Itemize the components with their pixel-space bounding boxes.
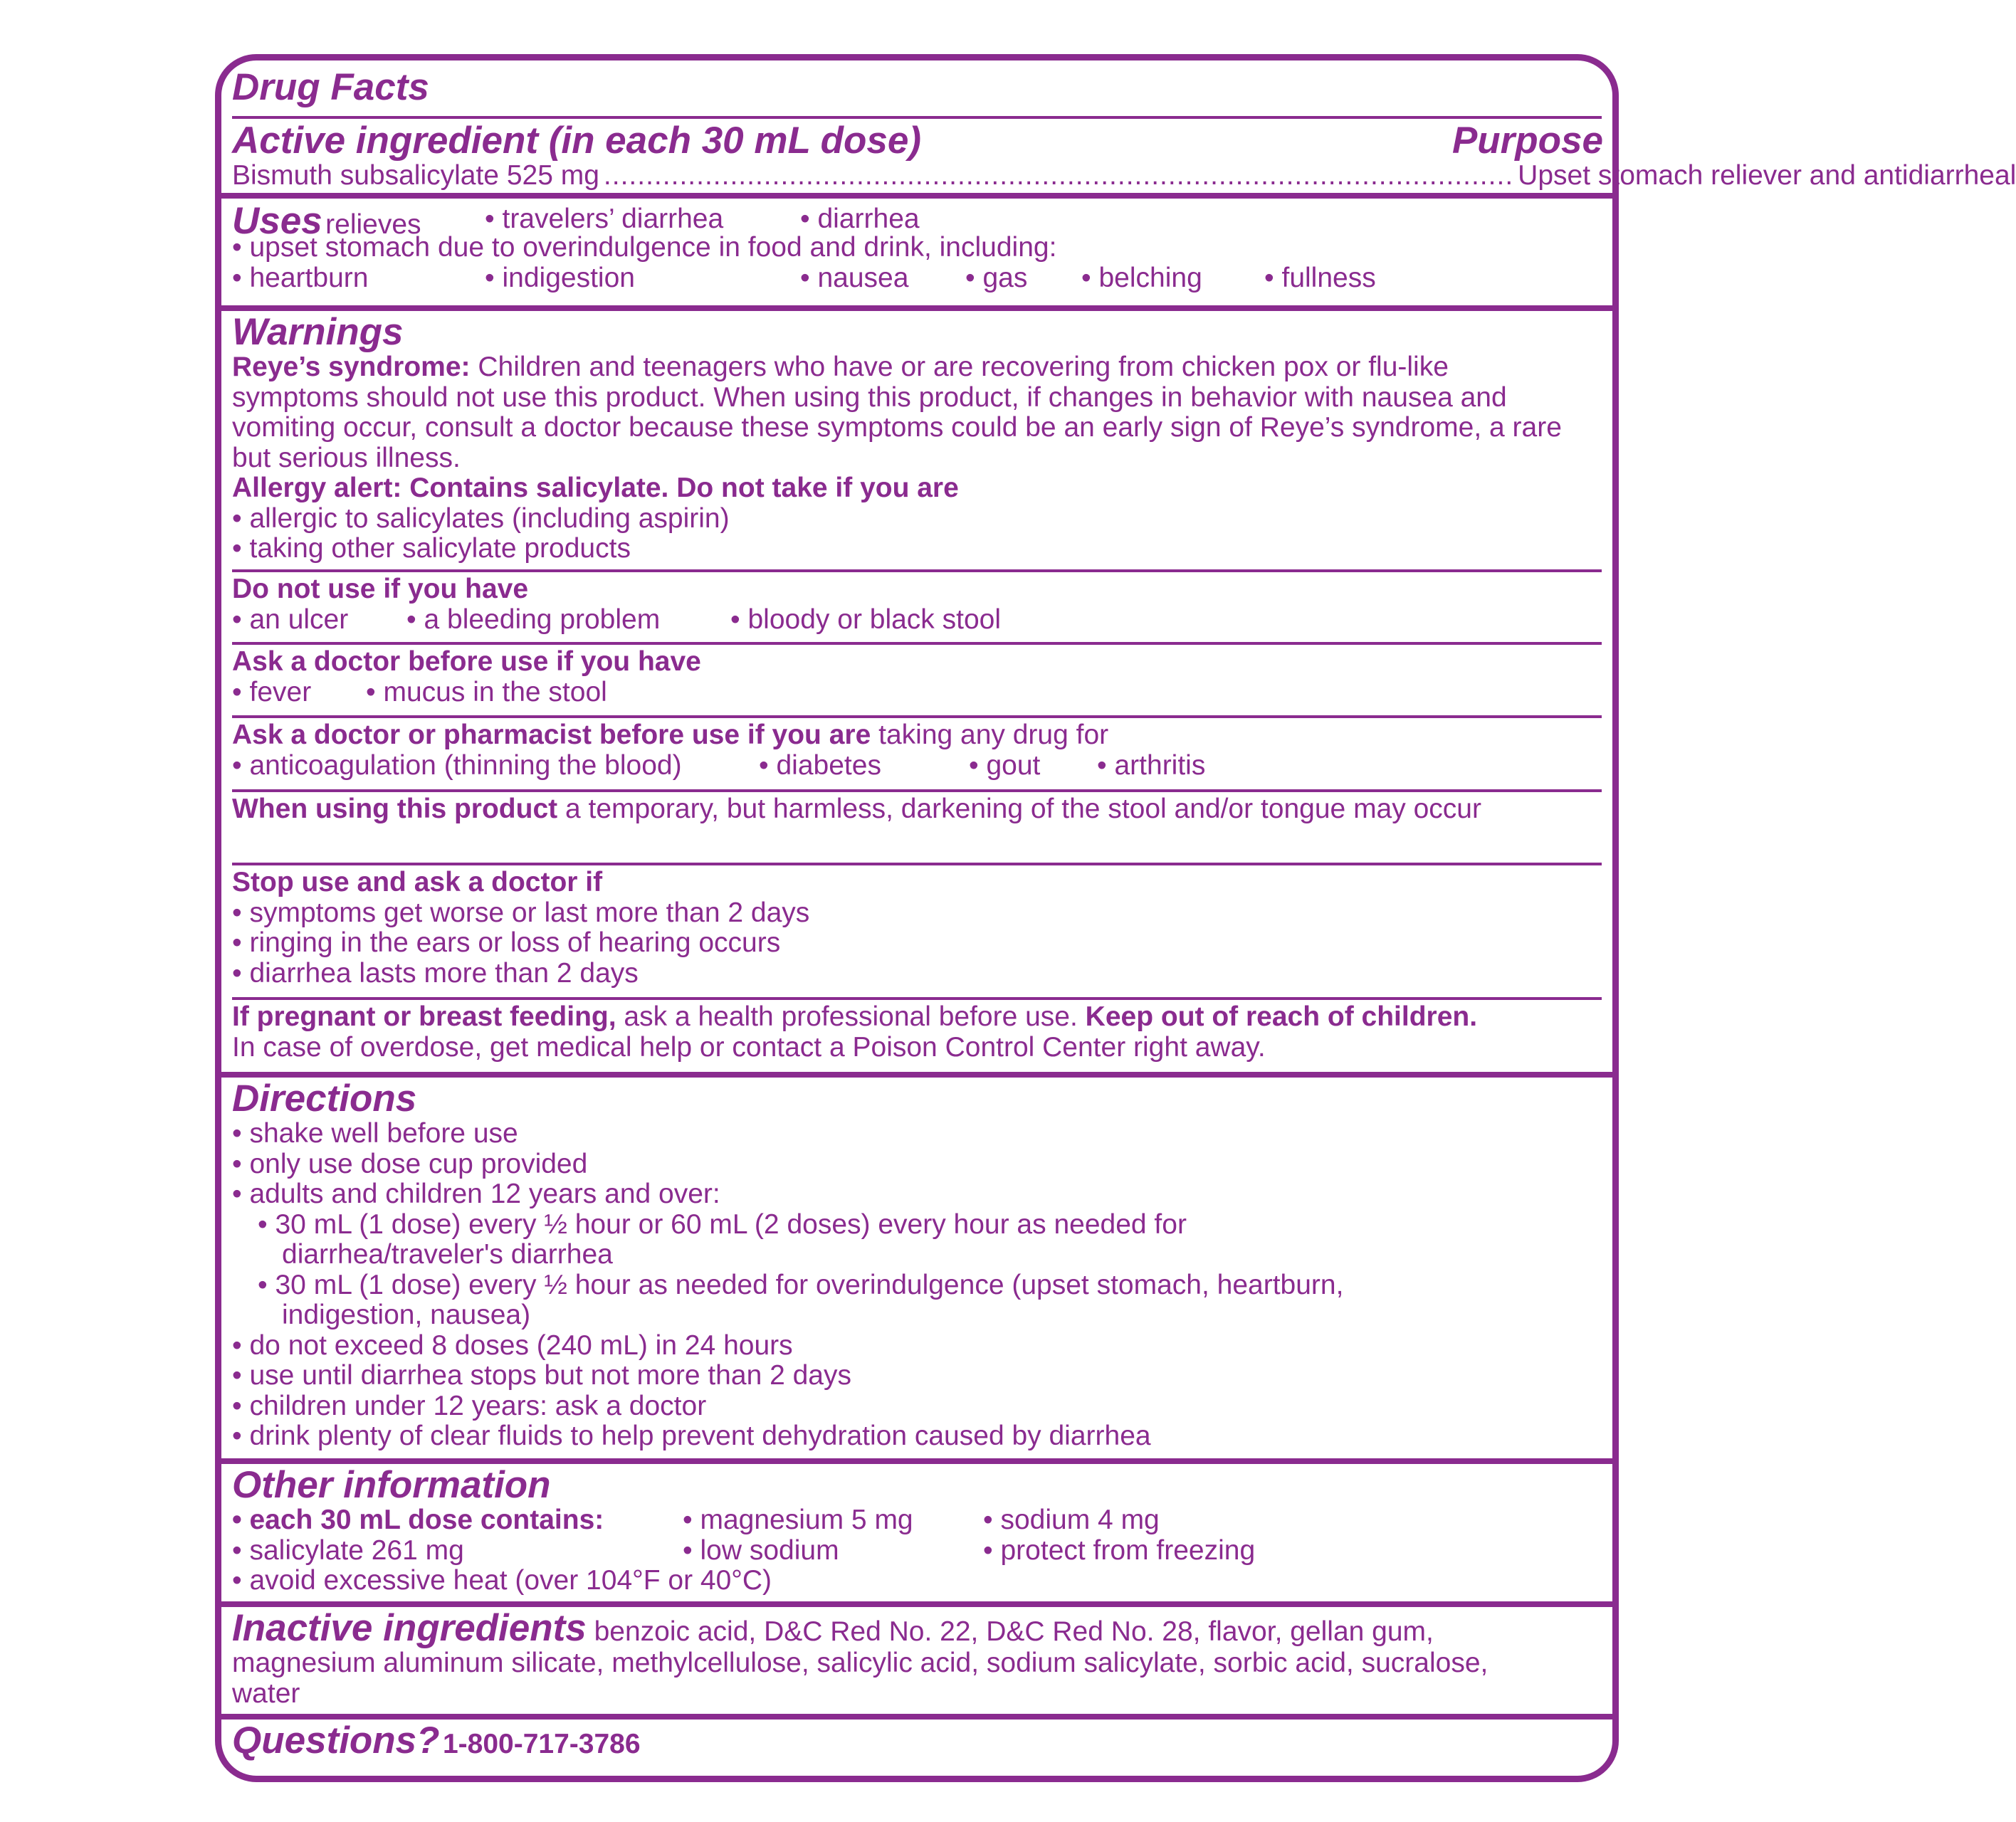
active-ingredient-heading: Active ingredient (in each 30 mL dose) <box>232 120 922 162</box>
uses-section <box>221 199 1612 305</box>
when-using-text: a temporary, but harmless, darkening of the stool and/or tongue may occur <box>565 794 1481 824</box>
when-using-label: When using this product <box>232 794 558 824</box>
title-section <box>221 60 1612 116</box>
inactive-section <box>221 1607 1612 1714</box>
when-using-section <box>221 792 1612 863</box>
uses-item: • gas <box>965 262 1028 293</box>
uses-item: • diarrhea <box>800 204 920 234</box>
keep-out-warning: Keep out of reach of children. <box>1085 1001 1478 1032</box>
uses-item: • indigestion <box>485 262 635 293</box>
questions-phone: 1-800-717-3786 <box>442 1729 641 1759</box>
allergy-item: • allergic to salicylates (including aspirin) <box>232 502 730 534</box>
stop-use-item: • symptoms get worse or last more than 2 days <box>232 897 810 928</box>
stop-use-label: Stop use and ask a doctor if <box>232 867 603 897</box>
ask-pharmacist-item: • arthritis <box>1097 749 1206 781</box>
reye-warning <box>232 352 1603 473</box>
active-ingredient-section <box>221 119 2016 191</box>
do-not-use-item: • an ulcer <box>232 604 349 635</box>
magnesium-item: • magnesium 5 mg <box>683 1505 913 1535</box>
inactive-text: benzoic acid, D&C Red No. 22, D&C Red No. 28, flavor, gellan gum, magnesium aluminum silicate, methylcellulose, salicylic acid, sodium salicylate, sorbic acid, sucralose, water <box>232 1616 1489 1709</box>
directions-heading: Directions <box>232 1078 417 1120</box>
uses-item: • fullness <box>1264 262 1376 293</box>
pregnancy-section <box>221 1000 1612 1072</box>
uses-item: • travelers’ diarrhea <box>485 204 724 234</box>
ask-pharmacist-item: • diabetes <box>759 749 881 781</box>
uses-item: • upset stomach due to overindulgence in food and drink, including: <box>232 232 1057 263</box>
drug-facts-title: Drug Facts <box>232 66 429 108</box>
other-info-section <box>221 1464 1612 1601</box>
ask-doctor-section <box>221 645 1612 715</box>
do-not-use-item: • bloody or black stool <box>730 604 1002 635</box>
ask-pharmacist-item: • anticoagulation (thinning the blood) <box>232 749 682 781</box>
stop-use-item: • diarrhea lasts more than 2 days <box>232 957 639 989</box>
inactive-heading: Inactive ingredients <box>232 1607 587 1649</box>
warnings-section <box>221 311 1612 569</box>
directions-item: • do not exceed 8 doses (240 mL) in 24 hours <box>232 1329 793 1361</box>
directions-item: • children under 12 years: ask a doctor <box>232 1390 707 1421</box>
do-not-use-section <box>221 572 1612 642</box>
pregnant-label: If pregnant or breast feeding, <box>232 1001 616 1032</box>
directions-item: • shake well before use <box>232 1118 518 1149</box>
reye-label: Reye’s syndrome: <box>232 352 471 382</box>
allergy-item: • taking other salicylate products <box>232 533 631 564</box>
ask-doctor-label: Ask a doctor before use if you have <box>232 646 701 677</box>
overdose-text: In case of overdose, get medical help or contact a Poison Control Center right away. <box>232 1031 1266 1063</box>
warnings-heading: Warnings <box>232 311 404 353</box>
active-purpose: Upset stomach reliever and antidiarrheal <box>1518 160 2016 191</box>
uses-lead: relieves <box>325 209 421 240</box>
allergy-label: Allergy alert: Contains salicylate. Do not take if you are <box>232 473 959 503</box>
questions-section <box>221 1720 1612 1761</box>
freezing-item: • protect from freezing <box>983 1534 1256 1566</box>
active-ingredient-name: Bismuth subsalicylate 525 mg <box>232 160 599 191</box>
purpose-heading: Purpose <box>1451 120 1603 162</box>
uses-item: • belching <box>1081 262 1202 293</box>
questions-heading: Questions? <box>232 1720 440 1762</box>
stop-use-item: • ringing in the ears or loss of hearing occurs <box>232 927 781 958</box>
directions-item: • drink plenty of clear fluids to help prevent dehydration caused by diarrhea <box>232 1421 1151 1451</box>
ask-pharmacist-text: taking any drug for <box>878 720 1109 750</box>
pregnant-text: ask a health professional before use. <box>624 1001 1078 1032</box>
uses-item: • nausea <box>800 262 909 293</box>
dose-contains-label: • each 30 mL dose contains: <box>232 1505 604 1535</box>
directions-sub-item: • 30 mL (1 dose) every ½ hour or 60 mL (2 doses) every hour as needed for diarrhea/traveler's diarrhea <box>258 1208 1187 1270</box>
do-not-use-label: Do not use if you have <box>232 574 529 604</box>
reye-text: Children and teenagers who have or are recovering from chicken pox or flu-like symptoms should not use this product. When using this product, if changes in behavior with nausea and vomiting occur, consult a doctor because these symptoms could be an early sign of Reye’s syndrome, a rare but serious illness. <box>232 352 1562 473</box>
ask-pharmacist-label: Ask a doctor or pharmacist before use if you are <box>232 720 871 750</box>
low-sodium-item: • low sodium <box>683 1534 839 1566</box>
do-not-use-item: • a bleeding problem <box>406 604 661 635</box>
uses-heading: Uses <box>232 200 322 242</box>
other-info-heading: Other information <box>232 1464 551 1506</box>
directions-item: • adults and children 12 years and over: <box>232 1179 720 1209</box>
directions-item: • only use dose cup provided <box>232 1148 588 1179</box>
ask-pharmacist-item: • gout <box>969 749 1041 781</box>
sodium-item: • sodium 4 mg <box>983 1505 1160 1535</box>
directions-section <box>221 1078 1612 1458</box>
salicylate-item: • salicylate 261 mg <box>232 1534 464 1566</box>
uses-item: • heartburn <box>232 262 369 293</box>
ask-pharmacist-section <box>221 718 1612 789</box>
ask-doctor-item: • fever <box>232 676 312 707</box>
drug-facts-panel <box>215 54 2016 1782</box>
directions-sub-item: • 30 mL (1 dose) every ½ hour as needed for overindulgence (upset stomach, heartburn, indigestion, nausea) <box>258 1269 1344 1330</box>
stop-use-section <box>221 865 1612 997</box>
directions-item: • use until diarrhea stops but not more than 2 days <box>232 1360 851 1391</box>
ask-doctor-item: • mucus in the stool <box>366 676 607 707</box>
heat-item: • avoid excessive heat (over 104°F or 40°C) <box>232 1565 772 1596</box>
leader-dots: ............................................................................................................ <box>603 160 1514 191</box>
